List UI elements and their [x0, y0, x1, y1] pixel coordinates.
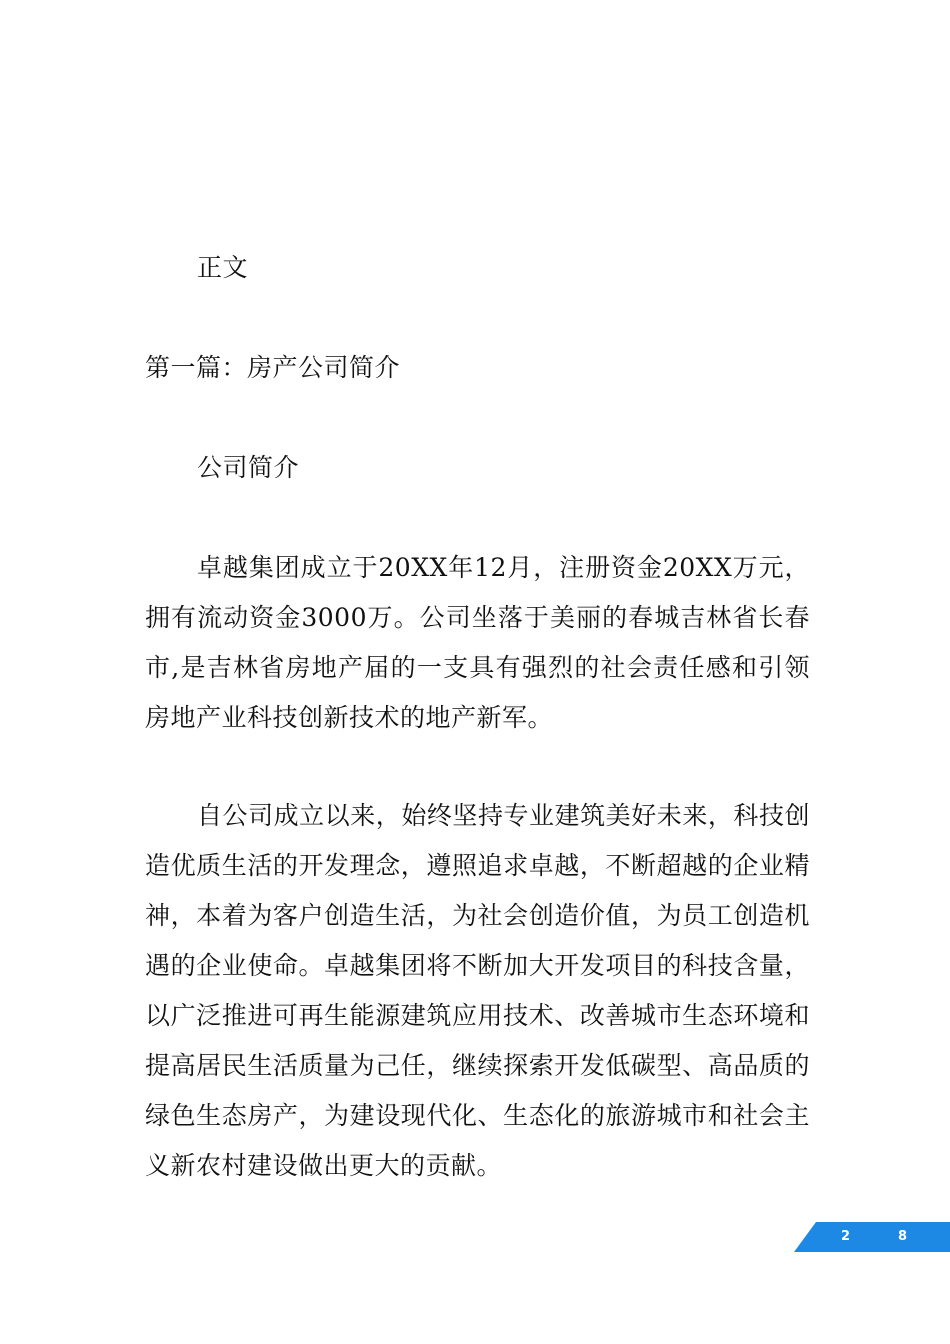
page-number-badge	[794, 1222, 950, 1252]
chapter-title: 第一篇：房产公司简介	[145, 353, 401, 382]
body-paragraph-1: 卓越集团成立于20XX年12月，注册资金20XX万元，拥有流动资金3000万。公司坐落于美丽的春城吉林省长春市,是吉林省房地产届的一支具有强烈的社会责任感和引领房地产业科技创新技术的地产新军。	[145, 553, 810, 732]
section-title: 公司简介	[197, 453, 300, 482]
current-page-number: 2	[841, 1229, 851, 1244]
total-pages-number: 8	[898, 1229, 908, 1244]
main-heading: 正文	[197, 253, 249, 282]
body-paragraph-2: 自公司成立以来，始终坚持专业建筑美好未来，科技创造优质生活的开发理念，遵照追求卓越，不断超越的企业精神，本着为客户创造生活，为社会创造价值，为员工创造机遇的企业使命。卓越集团将不断加大开发项目的科技含量，以广泛推进可再生能源建筑应用技术、改善城市生态环境和提高居民生活质量为己任，继续探索开发低碳型、高品质的绿色生态房产，为建设现代化、生态化的旅游城市和社会主义新农村建设做出更大的贡献。	[145, 801, 810, 1180]
